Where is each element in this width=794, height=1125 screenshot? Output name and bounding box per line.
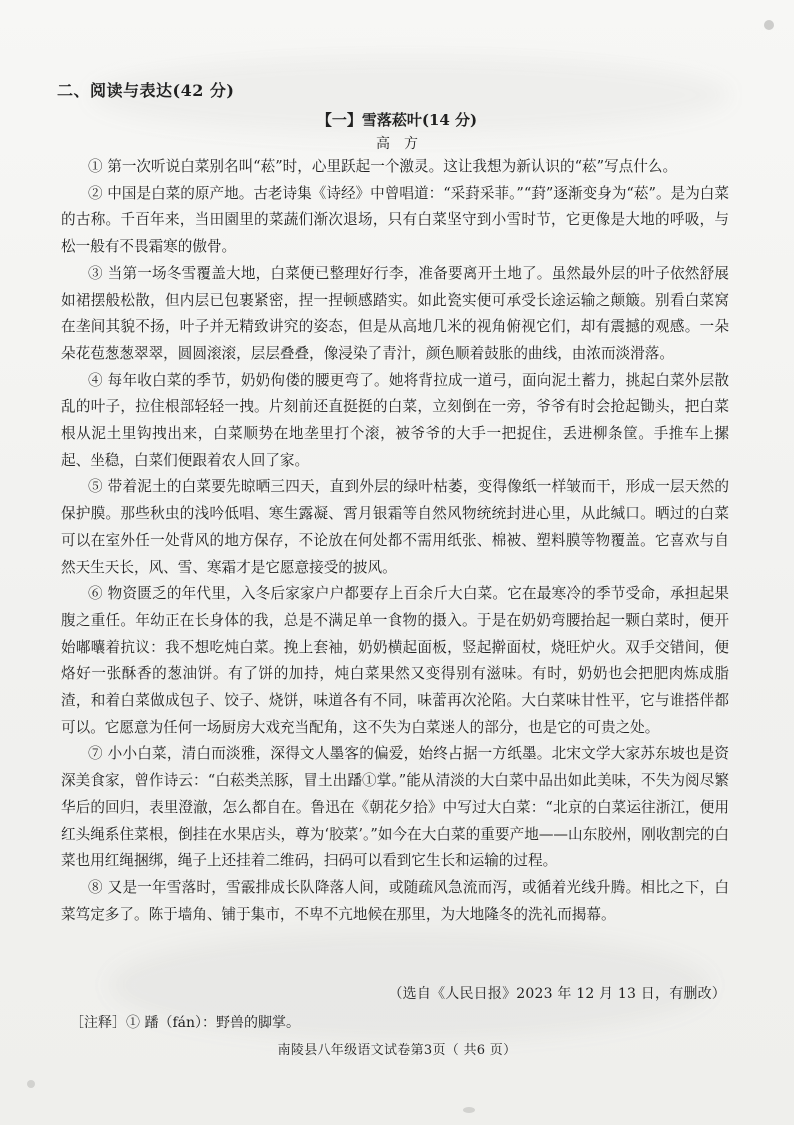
article-note: ［注释］① 蹯（fán）：野兽的脚掌。: [70, 1015, 300, 1031]
article-title: 【一】雪落菘叶(14 分): [316, 111, 478, 129]
paragraph-7: ⑦ 小小白菜，清白而淡雅，深得文人墨客的偏爱，始终占据一方纸墨。北宋文学大家苏东坡也是资深美食家，曾作诗云：“白菘类羔豚，冒土出蹯①掌。”能从清淡的大白菜中品出如此美味，不失为阅尽繁华后的回归，表里澄澈，怎么都自在。鲁迅在《朝花夕拾》中写过大白菜：“北京的白菜运往浙江，便用红头绳系住菜根，倒挂在水果店头，尊为‘胶菜’。”如今在大白菜的重要产地——山东胶州，刚收割完的白菜也用红绳捆绑，绳子上还挂着二维码，扫码可以看到它生长和运输的过程。: [61, 745, 729, 870]
scan-dot-icon: [764, 20, 774, 30]
section-heading: 二、阅读与表达(42 分): [57, 81, 235, 100]
paragraph-1: ① 第一次听说白菜别名叫“菘”时，心里跃起一个激灵。这让我想为新认识的“菘”写点什么。: [88, 158, 678, 175]
paragraph-3: ③ 当第一场冬雪覆盖大地，白菜便已整理好行李，准备要离开土地了。虽然最外层的叶子依然舒展如裙摆般松散，但内层已包裹紧密，捏一捏顿感踏实。如此瓷实便可承受长途运输之颠簸。别看白菜窝在垄间其貌不扬，叶子并无精致讲究的姿态，但是从高地几米的视角俯视它们，却有震撼的观感。一朵朵花苞葱葱翠翠，圆圆滚滚，层层叠叠，像浸染了青汁，颜色顺着鼓胀的曲线，由浓而淡滑落。: [61, 264, 729, 362]
article-source: （选自《人民日报》2023 年 12 月 13 日，有删改）: [388, 986, 726, 1002]
paragraph-2: ② 中国是白菜的原产地。古老诗集《诗经》中曾唱道：“采葑采菲。”“葑”逐渐变身为“菘”。是为白菜的古称。千百年来，当田園里的菜蔬们渐次退场，只有白菜坚守到小雪时节，它更像是大地的呼吸，与松一般有不畏霜寒的傲骨。: [61, 184, 729, 256]
paragraph-6: ⑥ 物资匮乏的年代里，入冬后家家户户都要存上百余斤大白菜。它在最寒冷的季节受命，承担起果腹之重任。年幼正在长身体的我，总是不满足单一食物的摄入。于是在奶奶弯腰抬起一颗白菜时，便开始嘟囔着抗议：我不想吃炖白菜。挽上套袖，奶奶横起面板，竖起擀面杖，烧旺炉火。双手交错间，便烙好一张酥香的葱油饼。有了饼的加持，炖白菜果然又变得别有滋味。有时，奶奶也会把肥肉炼成脂渣，和着白菜做成包子、饺子、烧饼，味道各有不同，味蕾再次沦陷。大白菜味甘性平，它与谁搭伴都可以。它愿意为任何一场厨房大戏充当配角，这不失为白菜迷人的部分，也是它的可贵之处。: [61, 585, 729, 736]
paragraph-5: ⑤ 带着泥土的白菜要先晾晒三四天，直到外层的绿叶枯萎，变得像纸一样皱而干，形成一层天然的保护膜。那些秋虫的浅吟低唱、寒生露凝、霄月银霜等自然风物统统封进心里，从此缄口。晒过的白菜可以在室外任一处背风的地方保存，不论放在何处都不需用纸张、棉被、塑料膜等物覆盖。它喜欢与自然天生天长，风、雪、寒霜才是它愿意接受的披风。: [61, 478, 729, 576]
page-footer: 南陵县八年级语文试卷第3页（ 共6 页）: [277, 1043, 517, 1058]
article-body: [61, 154, 729, 928]
scan-speck-icon: [463, 1107, 475, 1113]
paragraph-4: ④ 每年收白菜的季节，奶奶佝偻的腰更弯了。她将背拉成一道弓，面向泥土蓄力，挑起白菜外层散乱的叶子，拉住根部轻轻一拽。片刻前还直挺挺的白菜，立刻倒在一旁，爷爷有时会抢起锄头，把白菜根从泥土里钩拽出来，白菜顺势在地垄里打个滚，被爷爷的大手一把捉住，丢进柳条筐。手推车上摞起、坐稳，白菜们便跟着农人回了家。: [61, 371, 729, 469]
scan-speck-icon: [27, 1080, 35, 1088]
paragraph-8: ⑧ 又是一年雪落时，雪霰排成长队降落人间，或随疏风急流而泻，或循着光线升腾。相比之下，白菜笃定多了。陈于墙角、铺于集市，不卑不亢地候在那里，为大地隆冬的洗礼而揭幕。: [61, 878, 729, 923]
article-author: 高方: [376, 136, 432, 152]
